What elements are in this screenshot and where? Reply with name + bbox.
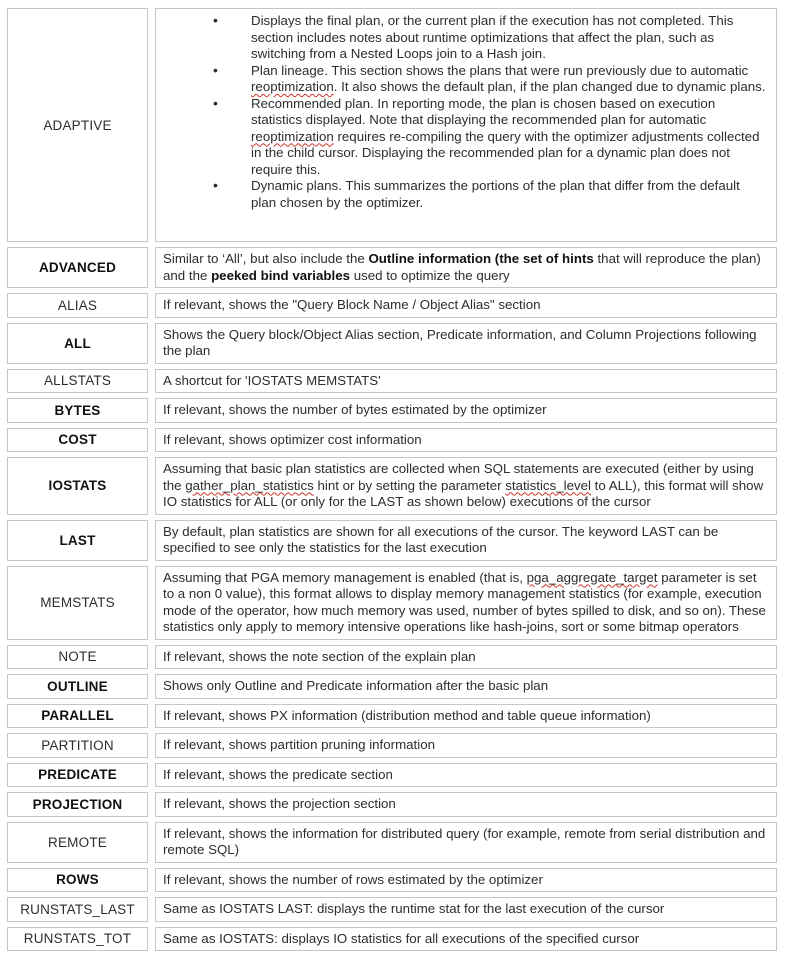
table-row-cost — [7, 428, 777, 453]
description-cell — [155, 674, 777, 699]
text-segment: If relevant, shows the number of rows estimated by the optimizer — [163, 871, 543, 887]
keyword-cell: ALIAS — [7, 293, 148, 318]
keyword-cell: PROJECTION — [7, 792, 148, 817]
text-segment: A shortcut for 'IOSTATS MEMSTATS' — [163, 372, 381, 388]
table-row-projection — [7, 792, 777, 817]
text-segment: Recommended plan. In reporting mode, the plan is chosen based on execution statistics displayed. Note that displaying the recommended plan for automatic — [251, 95, 716, 127]
table-row-note — [7, 645, 777, 670]
text-segment: If relevant, shows partition pruning information — [163, 737, 435, 752]
keyword-cell: LAST — [7, 520, 148, 561]
keyword-cell: ALLSTATS — [7, 369, 148, 394]
bold-text: Outline information (the set of hints — [368, 251, 594, 266]
table-row-allstats — [7, 369, 777, 394]
text-segment: parameter is set to a non 0 value), this format allows to display memory management statistics (for example, execution mode of the operator, how much memory was used, number of bytes spilled to disk, and so on). These statistics only apply to memory intensive operations like hash-joins, sort or some bitmap operators — [163, 569, 766, 634]
spellcheck-flagged-text: gather_plan_statistics — [185, 477, 314, 493]
text-segment: If relevant, shows the number of bytes estimated by the optimizer — [163, 402, 547, 417]
plan-format-table — [0, 3, 784, 956]
text-segment: to ALL), this format will show IO statistics for ALL (or only for the LAST as shown below) executions of the cursor — [163, 477, 764, 509]
keyword-cell: BYTES — [7, 398, 148, 423]
description-cell — [155, 457, 777, 515]
table-row-iostats — [7, 457, 777, 515]
description-cell — [155, 704, 777, 729]
keyword-cell: ADAPTIVE — [7, 8, 148, 242]
table-row-adaptive — [7, 8, 777, 242]
table-row-remote — [7, 822, 777, 863]
text-segment: Shows the Query block/Object Alias section, Predicate information, and Column Projections following the plan — [163, 326, 757, 358]
keyword-cell: MEMSTATS — [7, 566, 148, 640]
text-segment: Dynamic plans. This summarizes the portions of the plan that differ from the default plan chosen by the optimizer. — [251, 178, 740, 210]
text-segment: . It also shows the default plan, if the plan changed due to dynamic plans. — [333, 79, 766, 94]
description-cell — [155, 8, 777, 242]
spellcheck-flagged-text: pga_aggregate_target — [526, 569, 658, 585]
text-segment: Same as IOSTATS LAST: displays the runtime stat for the last execution of the cursor — [163, 901, 665, 916]
spellcheck-flagged-text: statistics_level — [505, 477, 591, 493]
table-row-memstats — [7, 566, 777, 640]
text-segment: If relevant, shows the "Query Block Name / Object Alias" section — [163, 297, 541, 312]
description-cell — [155, 398, 777, 423]
description-cell — [155, 927, 777, 952]
description-cell — [155, 792, 777, 817]
text-segment: used to optimize the query — [350, 267, 510, 283]
keyword-cell: ALL — [7, 323, 148, 364]
description-cell — [155, 733, 777, 758]
table-row-bytes — [7, 398, 777, 423]
table-row-alias — [7, 293, 777, 318]
text-segment: Shows only Outline and Predicate information after the basic plan — [163, 678, 549, 693]
keyword-cell: ADVANCED — [7, 247, 148, 288]
table-row-partition — [7, 733, 777, 758]
keyword-cell: IOSTATS — [7, 457, 148, 515]
text-segment: If relevant, shows PX information (distribution method and table queue information) — [163, 707, 651, 723]
bullet-item — [251, 178, 768, 211]
description-cell — [155, 897, 777, 922]
table-row-parallel — [7, 704, 777, 729]
keyword-cell: PARTITION — [7, 733, 148, 758]
text-segment: If relevant, shows the information for distributed query (for example, remote from serial distribution and remote SQL) — [163, 825, 766, 857]
bullet-item — [251, 13, 768, 63]
keyword-cell: OUTLINE — [7, 674, 148, 699]
keyword-cell: REMOTE — [7, 822, 148, 863]
table-row-predicate — [7, 763, 777, 788]
bullet-item — [251, 96, 768, 179]
bullet-list — [163, 13, 768, 211]
description-cell — [155, 323, 777, 364]
text-segment: requires re-compiling the query with the optimizer adjustments collected in the child cursor. Displaying the recommended plan for a dynamic plan does not require this. — [251, 128, 760, 177]
keyword-cell: NOTE — [7, 645, 148, 670]
table-row-runstats_tot — [7, 927, 777, 952]
keyword-cell: ROWS — [7, 868, 148, 893]
text-segment: Assuming that basic plan statistics are collected when SQL statements are executed (either by using the — [163, 461, 754, 493]
description-cell — [155, 520, 777, 561]
text-segment: If relevant, shows the note section of the explain plan — [163, 648, 476, 664]
keyword-cell: RUNSTATS_LAST — [7, 897, 148, 922]
spellcheck-flagged-text: reoptimization — [251, 79, 334, 94]
plan-format-table-body — [7, 8, 777, 951]
description-cell — [155, 822, 777, 863]
text-segment: Same as IOSTATS: displays IO statistics for all executions of the specified cursor — [163, 930, 640, 946]
text-segment: Plan lineage. This section shows the plans that were run previously due to automatic — [251, 62, 749, 78]
text-segment: Assuming that PGA memory management is enabled (that is, — [163, 569, 527, 585]
spellcheck-flagged-text: reoptimization — [251, 128, 334, 144]
text-segment: Similar to ‘All’, but also include the — [163, 251, 369, 266]
keyword-cell: RUNSTATS_TOT — [7, 927, 148, 952]
text-segment: If relevant, shows optimizer cost information — [163, 431, 422, 447]
keyword-cell: PARALLEL — [7, 704, 148, 729]
text-segment: hint or by setting the parameter — [313, 477, 506, 493]
description-cell — [155, 369, 777, 394]
table-row-all — [7, 323, 777, 364]
keyword-cell: COST — [7, 428, 148, 453]
table-row-advanced — [7, 247, 777, 288]
text-segment: Displays the final plan, or the current plan if the execution has not completed. This section includes notes about runtime optimizations that affect the plan, such as switching from a Nested Loops join to a Hash join. — [251, 13, 734, 61]
bold-text: peeked bind variables — [211, 267, 350, 283]
description-cell — [155, 247, 777, 288]
text-segment: By default, plan statistics are shown for all executions of the cursor. The keyword LAST can be specified to see only the statistics for the last execution — [163, 523, 719, 555]
table-row-rows — [7, 868, 777, 893]
description-cell — [155, 428, 777, 453]
table-row-outline — [7, 674, 777, 699]
table-row-last — [7, 520, 777, 561]
table-row-runstats_last — [7, 897, 777, 922]
text-segment: that will reproduce the plan) and the — [163, 251, 761, 283]
keyword-cell: PREDICATE — [7, 763, 148, 788]
description-cell — [155, 566, 777, 640]
text-segment: If relevant, shows the projection section — [163, 796, 396, 811]
text-segment: If relevant, shows the predicate section — [163, 766, 393, 782]
bullet-item — [251, 63, 768, 96]
description-cell — [155, 763, 777, 788]
description-cell — [155, 645, 777, 670]
description-cell — [155, 868, 777, 893]
description-cell — [155, 293, 777, 318]
